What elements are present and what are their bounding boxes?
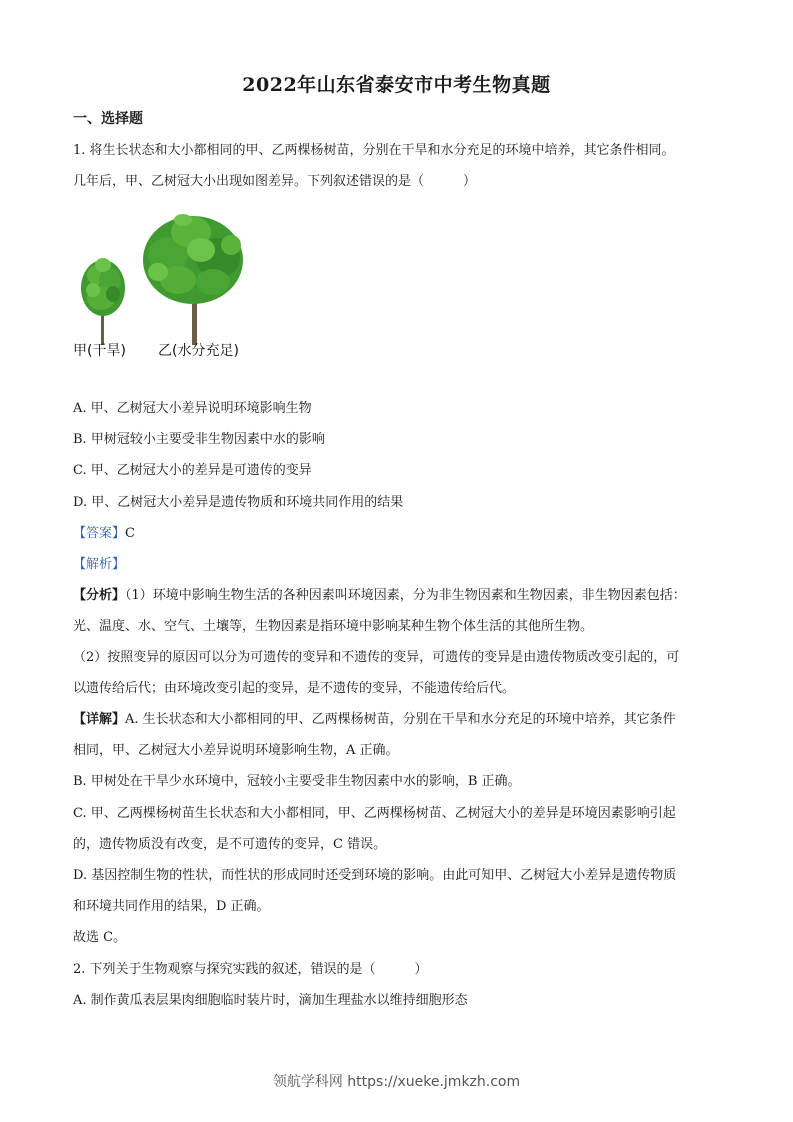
analysis-head: 【分析】 [73, 588, 126, 603]
question-2-stem: 2. 下列关于生物观察与探究实践的叙述，错误的是（ ） [73, 962, 428, 977]
tree-icon [81, 258, 125, 345]
detail-line-7: 和环境共同作用的结果，D 正确。 [73, 899, 270, 914]
analysis-tag: 【解析】 [73, 557, 126, 572]
answer-tag: 【答案】 [73, 526, 126, 541]
option-b: B. 甲树冠较小主要受非生物因素中水的影响 [73, 432, 325, 447]
question-1-stem-line-2: 几年后，甲、乙树冠大小出现如图差异。下列叙述错误的是（ ） [73, 174, 477, 189]
analysis-tag-line [73, 556, 723, 574]
figure-label-jia: 甲(干旱) [73, 343, 126, 359]
analysis-text: （1）环境中影响生物生活的各种因素叫环境因素，分为非生物因素和生物因素，非生物因素包括： [125, 588, 686, 603]
detail-line-3: B. 甲树处在干旱少水环境中，冠较小主要受非生物因素中水的影响，B 正确。 [73, 774, 521, 789]
detail-head: 【详解】 [73, 712, 126, 727]
analysis-line-2: 光、温度、水、空气、土壤等，生物因素是指环境中影响某种生物个体生活的其他所生物。 [73, 619, 594, 634]
detail-conclusion: 故选 C。 [73, 930, 127, 945]
question-2-option-a: A. 制作黄瓜表层果肉细胞临时装片时，滴加生理盐水以维持细胞形态 [73, 993, 468, 1008]
section-heading: 一、选择题 [73, 111, 143, 127]
question-1-stem-line-1: 1. 将生长状态和大小都相同的甲、乙两棵杨树苗，分别在干旱和水分充足的环境中培养，其它条件相同。 [73, 143, 675, 158]
analysis-line-3: （2）按照变异的原因可以分为可遗传的变异和不遗传的变异，可遗传的变异是由遗传物质改变引起的，可 [73, 650, 680, 665]
figure-label-yi: 乙(水分充足) [158, 343, 239, 359]
document-title: 2022年山东省泰安市中考生物真题 [242, 74, 551, 96]
analysis-line-1 [73, 587, 723, 605]
detail-line-6: D. 基因控制生物的性状，而性状的形成同时还受到环境的影响。由此可知甲、乙树冠大小差异是遗传物质 [73, 868, 677, 883]
detail-line-4: C. 甲、乙两棵杨树苗生长状态和大小都相同，甲、乙两棵杨树苗、乙树冠大小的差异是环境因素影响引起 [73, 806, 676, 821]
answer-line [73, 525, 723, 543]
page-footer-watermark: 领航学科网 https://xueke.jmkzh.com [272, 1074, 521, 1090]
detail-text: A. 生长状态和大小都相同的甲、乙两棵杨树苗，分别在干旱和水分充足的环境中培养，其它条件 [125, 712, 676, 727]
answer-value: C [125, 526, 135, 541]
option-a: A. 甲、乙树冠大小差异说明环境影响生物 [73, 401, 312, 416]
option-c: C. 甲、乙树冠大小的差异是可遗传的变异 [73, 463, 312, 478]
option-d: D. 甲、乙树冠大小差异是遗传物质和环境共同作用的结果 [73, 495, 404, 510]
detail-line-2: 相同，甲、乙树冠大小差异说明环境影响生物，A 正确。 [73, 743, 399, 758]
detail-line-5: 的，遗传物质没有改变，是不可遗传的变异，C 错误。 [73, 837, 387, 852]
detail-line-1 [73, 711, 723, 729]
analysis-line-4: 以遗传给后代；由环境改变引起的变异，是不遗传的变异，不能遗传给后代。 [73, 681, 516, 696]
tree-icon [143, 214, 243, 345]
